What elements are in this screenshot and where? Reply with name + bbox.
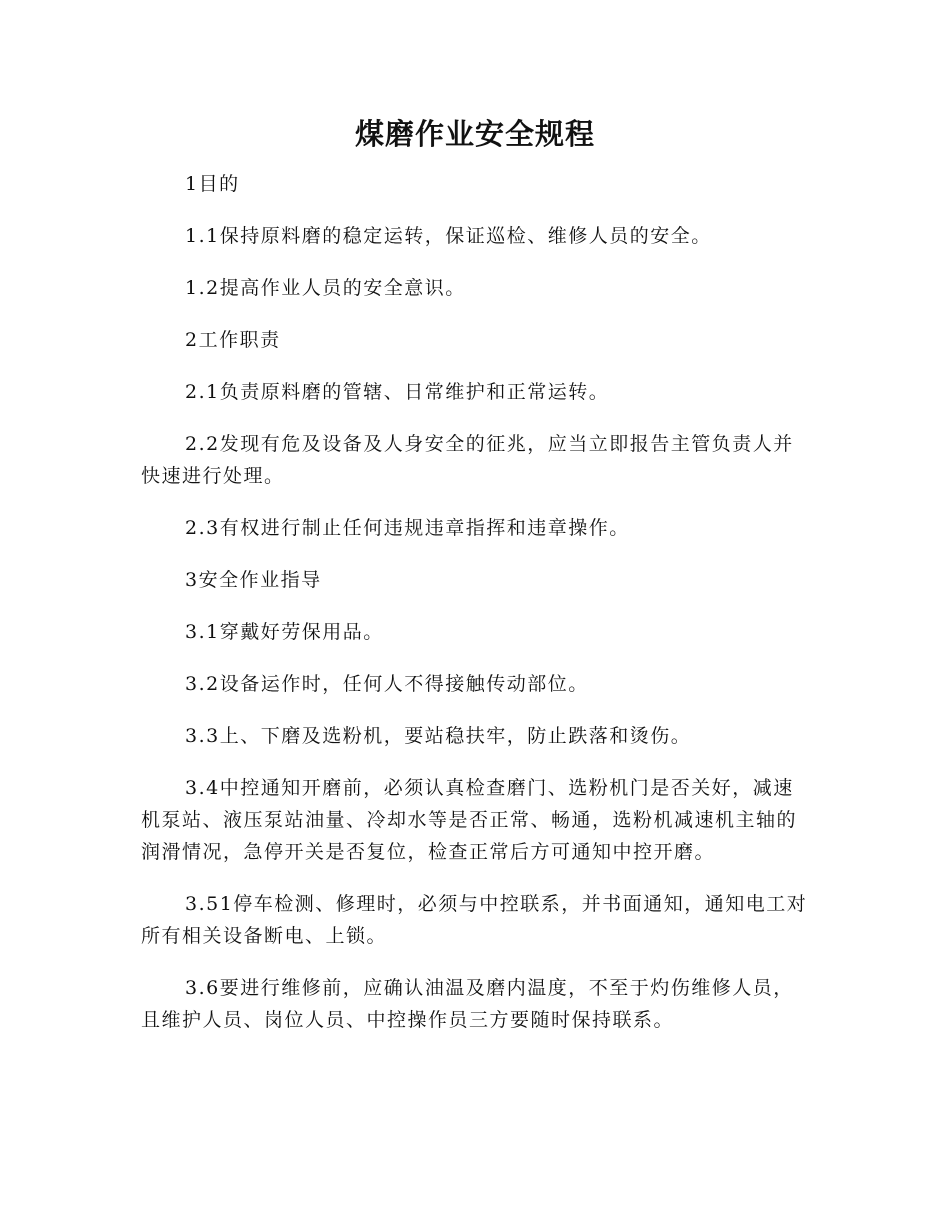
paragraph-3-1: 3.1穿戴好劳保用品。: [185, 621, 384, 643]
paragraph-2-3: 2.3有权进行制止任何违规违章指挥和违章操作。: [185, 517, 630, 539]
paragraph-3-5: 3.51停车检测、修理时，必须与中控联系，并书面通知，通知电工对所有相关设备断电、上锁。: [141, 893, 808, 947]
paragraph-2-2: 2.2发现有危及设备及人身安全的征兆，应当立即报告主管负责人并快速进行处理。: [141, 433, 794, 487]
document-body: [141, 168, 813, 1056]
paragraph-1-2: 1.2提高作业人员的安全意识。: [185, 277, 466, 299]
paragraph-3-2: 3.2设备运作时，任何人不得接触传动部位。: [185, 673, 589, 695]
document-title: 煤磨作业安全规程: [354, 117, 595, 151]
paragraph-3-6: 3.6要进行维修前，应确认油温及磨内温度，不至于灼伤维修人员，且维护人员、岗位人员、中控操作员三方要随时保持联系。: [141, 977, 794, 1031]
paragraph-3-3: 3.3上、下磨及选粉机，要站稳扶牢，防止跌落和烫伤。: [185, 725, 692, 747]
section-heading-2: 2工作职责: [185, 329, 281, 351]
paragraph-1-1: 1.1保持原料磨的稳定运转，保证巡检、维修人员的安全。: [185, 225, 712, 247]
section-heading-1: 1目的: [185, 173, 240, 195]
section-heading-3: 3安全作业指导: [185, 569, 322, 591]
paragraph-3-4: 3.4中控通知开磨前，必须认真检查磨门、选粉机门是否关好，减速机泵站、液压泵站油量、冷却水等是否正常、畅通，选粉机减速机主轴的润滑情况，急停开关是否复位，检查正常后方可通知中控开磨。: [141, 777, 798, 863]
paragraph-2-1: 2.1负责原料磨的管辖、日常维护和正常运转。: [185, 381, 610, 403]
